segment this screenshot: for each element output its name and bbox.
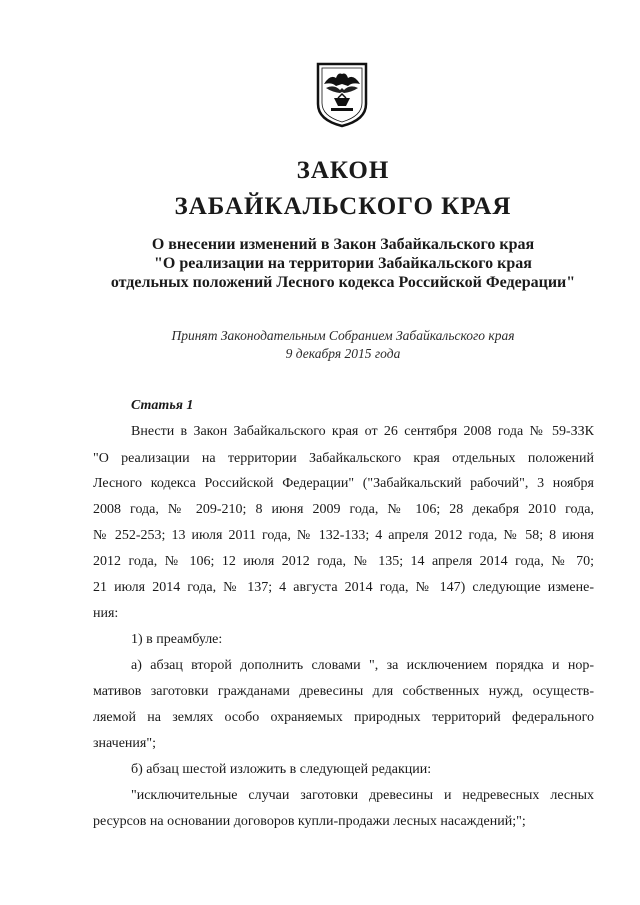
body-line: "О реализации на территории Забайкальского края отдельных положений [93, 451, 594, 466]
adoption-date: 9 декабря 2015 года [285, 346, 401, 361]
body-line: ния: [93, 606, 119, 621]
adoption-note: Принят Законодательным Собранием Забайкальского края [171, 328, 515, 343]
body-line: значения"; [93, 736, 156, 751]
body-line: Лесного кодекса Российской Федерации" ("Забайкальский рабочий", 3 ноября [93, 476, 594, 491]
subtitle-line: О внесении изменений в Закон Забайкальского края [151, 236, 535, 253]
body-line: 21 июля 2014 года, № 137; 4 августа 2014 года, № 147) следующие измене- [93, 580, 594, 595]
subtitle-line: отдельных положений Лесного кодекса Российской Федерации" [110, 274, 576, 291]
region-title: ЗАБАЙКАЛЬСКОГО КРАЯ [174, 193, 512, 220]
body-line: № 252-253; 13 июля 2011 года, № 132-133; 4 апреля 2012 года, № 58; 8 июня [93, 528, 594, 543]
coat-of-arms-emblem [316, 62, 368, 128]
coat-of-arms-icon [316, 62, 368, 128]
body-line: а) абзац второй дополнить словами ", за исключением порядка и нор- [131, 658, 594, 673]
body-line: 2008 года, № 209-210; 8 июня 2009 года, № 106; 28 декабря 2010 года, [93, 502, 594, 517]
body-line: Внести в Закон Забайкальского края от 26 сентября 2008 года № 59-ЗЗК [131, 424, 594, 439]
body-line: ляемой на землях особо охраняемых природных территорий федерального [93, 710, 594, 725]
body-line: ресурсов на основании договоров купли-продажи лесных насаждений;"; [93, 814, 526, 829]
subtitle-line: "О реализации на территории Забайкальского края [154, 255, 532, 272]
body-line: 1) в преамбуле: [131, 632, 223, 647]
body-line: мативов заготовки гражданами древесины для собственных нужд, осуществ- [93, 684, 594, 699]
law-title: ЗАКОН [296, 157, 390, 184]
body-line: "исключительные случаи заготовки древесины и недревесных лесных [131, 788, 594, 803]
body-line: 2012 года, № 106; 12 июля 2012 года, № 135; 14 апреля 2014 года, № 70; [93, 554, 594, 569]
body-line: б) абзац шестой изложить в следующей редакции: [131, 762, 432, 777]
article-heading: Статья 1 [131, 398, 194, 413]
